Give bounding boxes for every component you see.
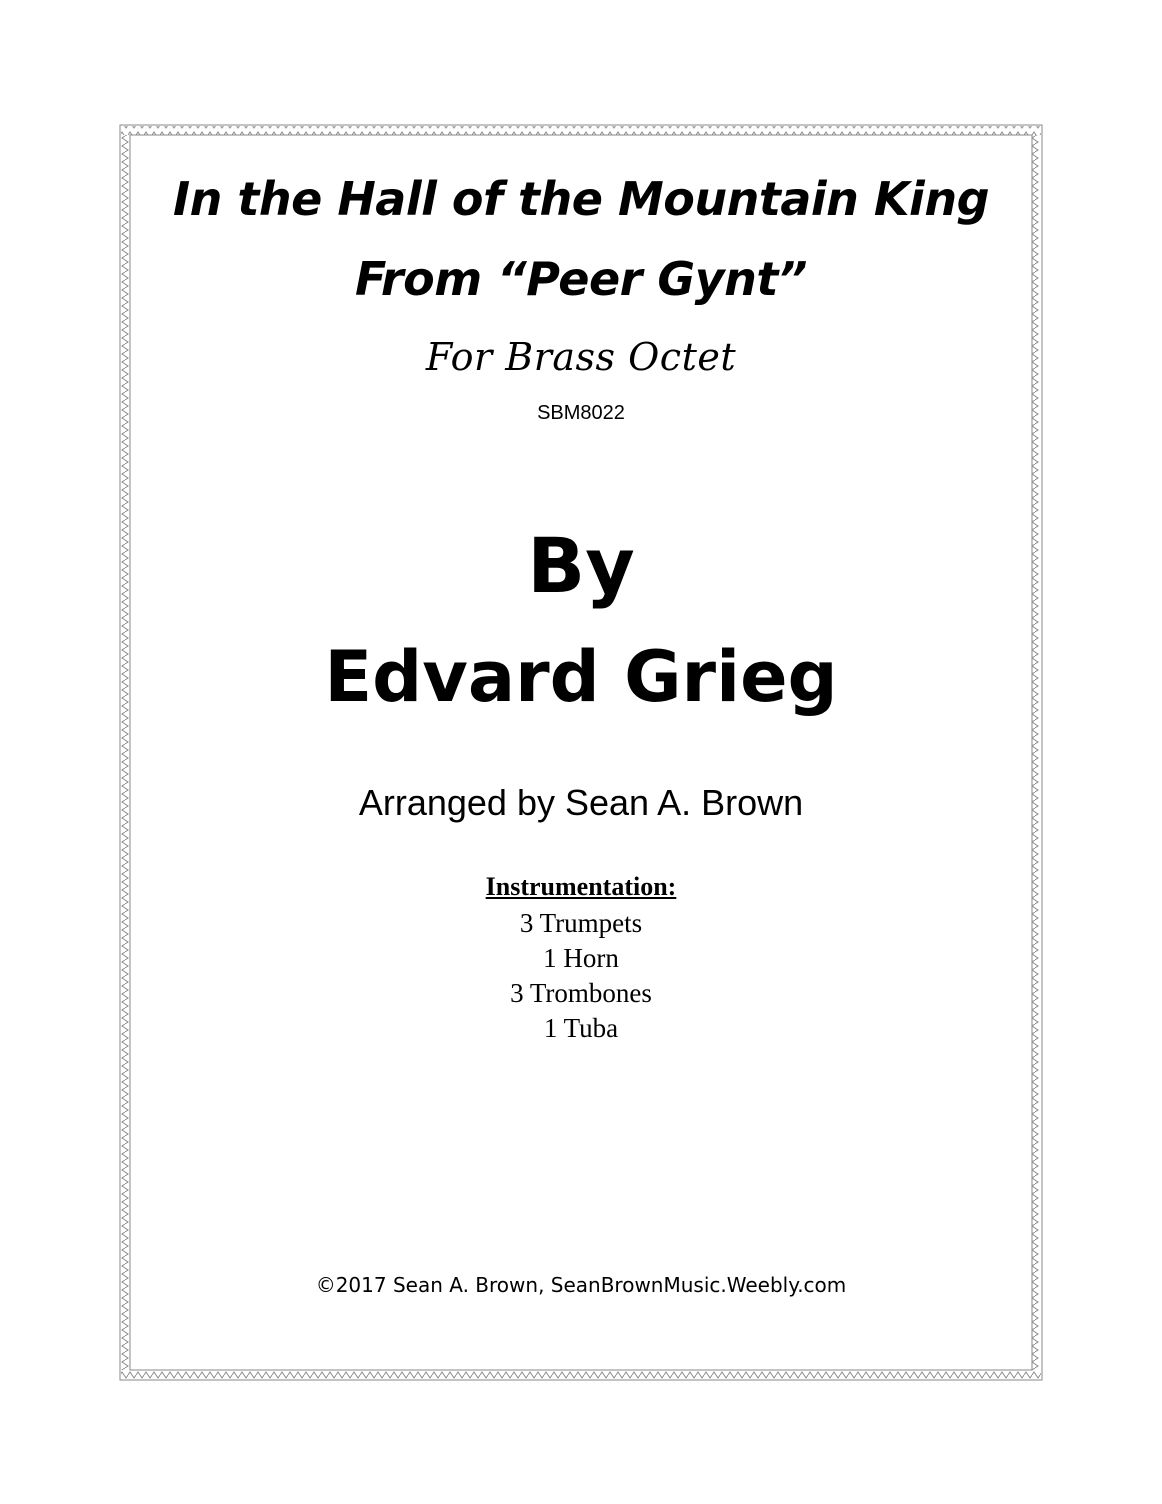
- title-line-2: From “Peer Gynt”: [355, 252, 807, 306]
- instrument-item: 3 Trumpets: [519, 908, 643, 938]
- instrument-item: 1 Tuba: [543, 1013, 619, 1043]
- copyright-notice: ©2017 Sean A. Brown, SeanBrownMusic.Weebly.com: [315, 1273, 847, 1297]
- instrumentation-list: [0, 906, 1162, 1046]
- composer-name: Edvard Grieg: [324, 636, 838, 718]
- subtitle: For Brass Octet: [425, 335, 737, 379]
- instrument-item: 3 Trombones: [510, 978, 652, 1008]
- catalog-number: SBM8022: [537, 402, 625, 424]
- arranger-credit: Arranged by Sean A. Brown: [358, 782, 804, 823]
- title-line-1: In the Hall of the Mountain King: [172, 172, 990, 226]
- instrumentation-heading: Instrumentation:: [485, 872, 677, 901]
- instrument-item: 1 Horn: [543, 943, 619, 973]
- by-label: By: [527, 521, 635, 610]
